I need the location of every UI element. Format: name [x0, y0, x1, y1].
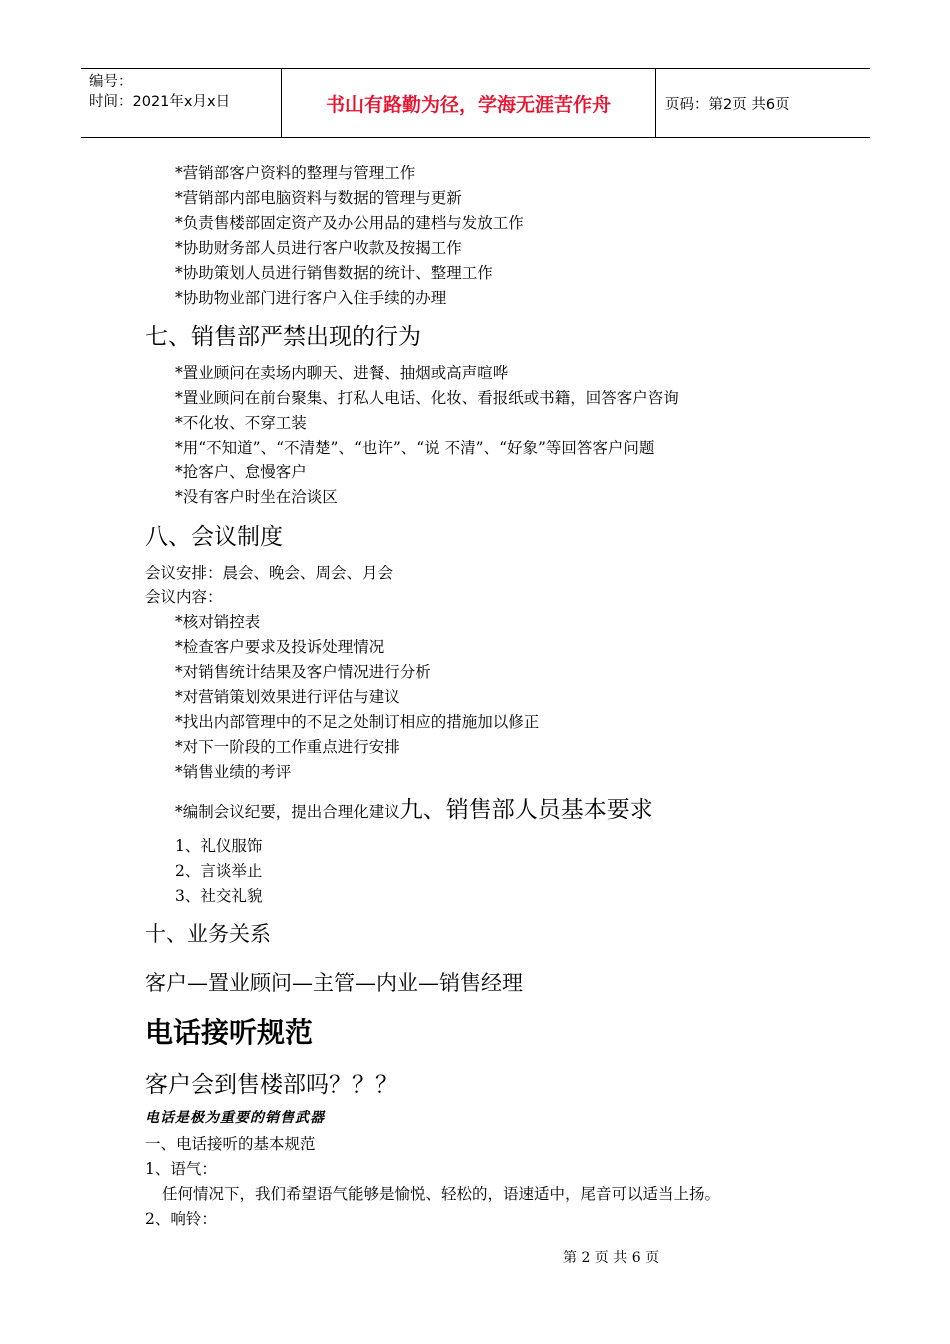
phone-subtitle: 客户会到售楼部吗？？？	[145, 1072, 398, 1098]
list-item: *协助财务部人员进行客户收款及按揭工作	[175, 239, 462, 257]
list-item: *用“不知道”、“不清楚”、“也许”、“说 不清”、“好象”等回答客户问题	[175, 439, 655, 457]
list-item: *对营销策划效果进行评估与建议	[175, 688, 400, 706]
list-item: *抢客户、怠慢客户	[175, 463, 307, 481]
list-item: 1、礼仪服饰	[175, 837, 263, 855]
list-item: *没有客户时坐在洽谈区	[175, 488, 338, 506]
page-footer: 第 2 页 共 6 页	[563, 1250, 660, 1266]
phone-tone-label: 1、语气：	[145, 1160, 217, 1178]
phone-tone-text: 任何情况下，我们希望语气能够是愉悦、轻松的，语速适中，尾音可以适当上扬。	[162, 1185, 721, 1203]
header-date: 时间：2021年x月x日	[89, 94, 231, 110]
list-item: *营销部内部电脑资料与数据的管理与更新	[175, 189, 462, 207]
page-header	[81, 68, 870, 138]
list-item: *协助物业部门进行客户入住手续的办理	[175, 289, 447, 307]
business-chain: 客户—置业顾问—主管—内业—销售经理	[145, 971, 523, 995]
meeting-arrangement: 会议安排：晨会、晚会、周会、月会	[145, 564, 394, 582]
list-item: *检查客户要求及投诉处理情况	[175, 638, 385, 656]
list-item: *核对销控表	[175, 613, 261, 631]
list-item: *置业顾问在卖场内聊天、进餐、抽烟或高声喧哗	[175, 364, 509, 382]
list-item: 3、社交礼貌	[175, 887, 263, 905]
phone-basic-title: 一、电话接听的基本规范	[145, 1135, 316, 1153]
list-item: 2、言谈举止	[175, 862, 263, 880]
list-item: *营销部客户资料的整理与管理工作	[175, 164, 416, 182]
phone-note: 电话是极为重要的销售武器	[145, 1110, 325, 1126]
list-item: *编制会议纪要，提出合理化建议	[175, 803, 400, 821]
list-item-with-heading	[175, 791, 653, 824]
section-heading: 九、销售部人员基本要求	[399, 797, 653, 823]
header-info-cell	[81, 69, 282, 137]
section-heading: 七、销售部严禁出现的行为	[145, 324, 421, 350]
header-number: 编号：	[89, 74, 133, 90]
list-item: *置业顾问在前台聚集、打私人电话、化妆、看报纸或书籍，回答客户咨询	[175, 389, 679, 407]
header-motto: 书山有路勤为径，学海无涯苦作舟	[282, 69, 656, 137]
list-item: *销售业绩的考评	[175, 763, 292, 781]
meeting-content-label: 会议内容：	[145, 588, 223, 606]
list-item: *对销售统计结果及客户情况进行分析	[175, 663, 431, 681]
list-item: *对下一阶段的工作重点进行安排	[175, 738, 400, 756]
list-item: *找出内部管理中的不足之处制订相应的措施加以修正	[175, 713, 540, 731]
section-heading: 八、会议制度	[145, 524, 283, 550]
header-page-info: 页码：第2页 共6页	[665, 96, 790, 113]
list-item: *负责售楼部固定资产及办公用品的建档与发放工作	[175, 214, 524, 232]
phone-ring-label: 2、响铃：	[145, 1210, 217, 1228]
list-item: *不化妆、不穿工装	[175, 414, 307, 432]
phone-title: 电话接听规范	[145, 1016, 314, 1049]
list-item: *协助策划人员进行销售数据的统计、整理工作	[175, 264, 493, 282]
section-heading: 十、业务关系	[145, 922, 271, 946]
